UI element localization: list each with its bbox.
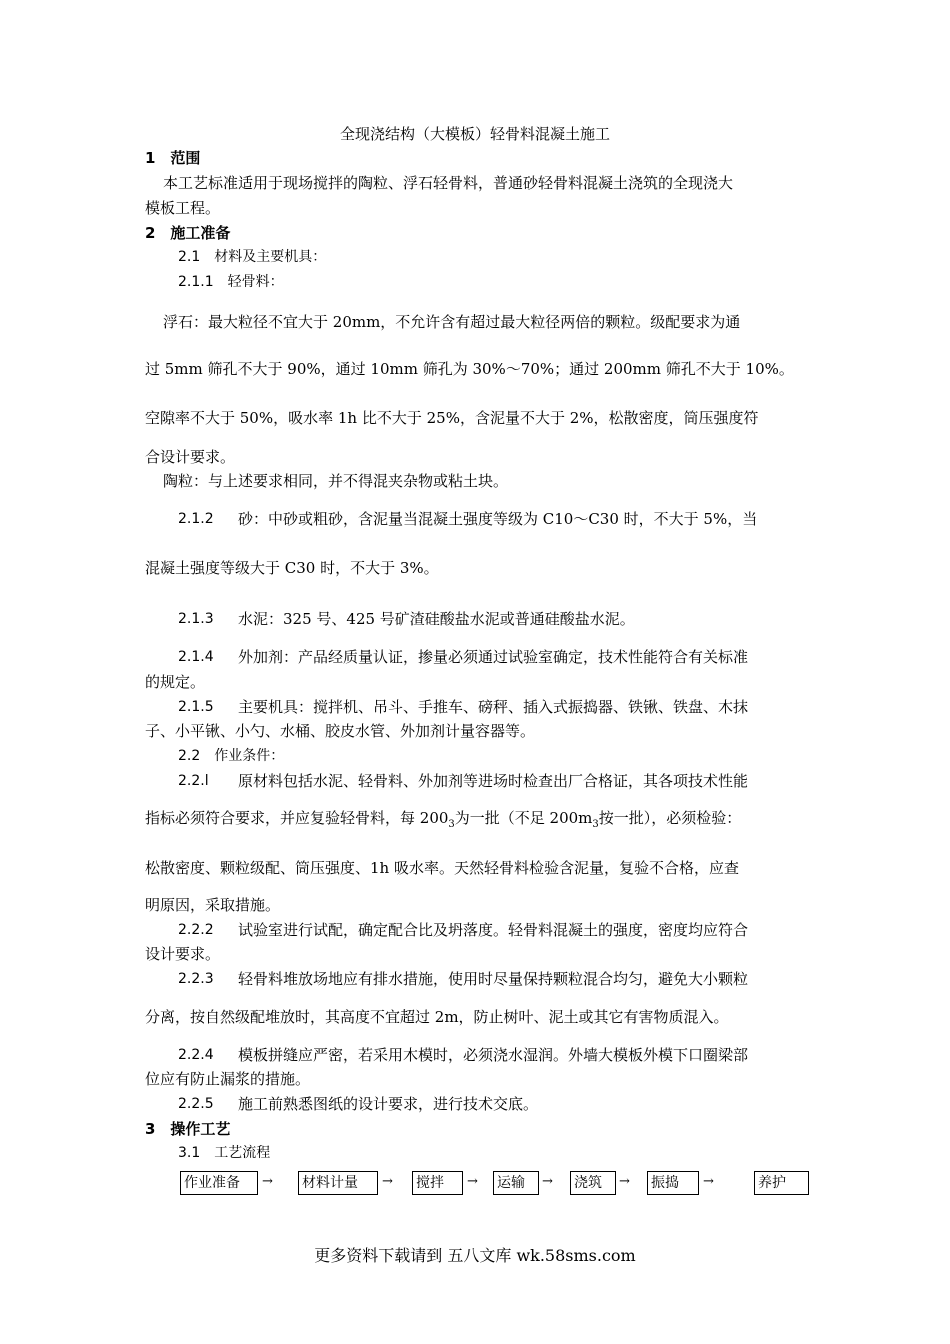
paragraph: 本工艺标准适用于现场搅拌的陶粒、浮石轻骨料，普通砂轻骨料混凝土浇筑的全现浇大 (163, 174, 734, 192)
section-3-heading: 3 操作工艺 (145, 1120, 231, 1138)
paragraph: 混凝土强度等级大于 C30 时，不大于 3%。 (145, 559, 439, 577)
footer-download-note: 更多资料下载请到 五八文库 wk.58sms.com (314, 1246, 636, 1265)
section-2-heading: 2 施工准备 (145, 224, 231, 242)
paragraph: 主要机具：搅拌机、吊斗、手推车、磅秤、插入式振捣器、铁锹、铁盘、木抹 (238, 698, 749, 716)
flow-step-mix: 搅拌 (412, 1171, 463, 1195)
paragraph: 外加剂：产品经质量认证，掺量必须通过试验室确定，技术性能符合有关标准 (238, 648, 749, 666)
text-run: 按一批），必须检验： (598, 809, 742, 827)
paragraph: 松散密度、颗粒级配、筒压强度、1h 吸水率。天然轻骨料检验含泥量，复验不合格，应查 (145, 859, 739, 877)
paragraph: 模板工程。 (145, 199, 221, 217)
paragraph-with-subscripts (145, 807, 741, 836)
subsection-2-1-1: 2.1.1 轻骨料： (178, 274, 284, 290)
subsection-number: 2.2.5 (178, 1096, 214, 1112)
subsection-number: 2.2.2 (178, 922, 214, 938)
flow-step-pour: 浇筑 (570, 1171, 616, 1195)
subsection-number: 2.1.4 (178, 649, 214, 665)
subsection-2-1: 2.1 材料及主要机具： (178, 249, 327, 265)
arrow-icon: → (619, 1174, 630, 1189)
text-run: 指标必须符合要求，并应复验轻骨料，每 200 (145, 809, 449, 827)
subscript: 3 (448, 819, 455, 830)
arrow-icon: → (703, 1174, 714, 1189)
paragraph: 设计要求。 (145, 945, 221, 963)
paragraph: 陶粒：与上述要求相同，并不得混夹杂物或粘土块。 (163, 472, 509, 490)
text-run: 为一批（不足 200m (454, 809, 593, 827)
paragraph: 原材料包括水泥、轻骨料、外加剂等进场时检查出厂合格证，其各项技术性能 (238, 772, 749, 790)
arrow-icon: → (382, 1174, 393, 1189)
flow-step-transport: 运输 (493, 1171, 539, 1195)
paragraph: 合设计要求。 (145, 448, 236, 466)
paragraph: 过 5mm 筛孔不大于 90%，通过 10mm 筛孔为 30%～70%；通过 200mm 筛孔不大于 10%。 (145, 360, 794, 378)
paragraph: 子、小平锹、小勺、水桶、胶皮水管、外加剂计量容器等。 (145, 722, 536, 740)
flow-step-measure: 材料计量 (298, 1171, 378, 1195)
arrow-icon: → (467, 1174, 478, 1189)
paragraph: 浮石：最大粒径不宜大于 20mm，不允许含有超过最大粒径两倍的颗粒。级配要求为通 (163, 313, 741, 331)
paragraph: 砂：中砂或粗砂，含泥量当混凝土强度等级为 C10～C30 时，不大于 5%，当 (238, 510, 758, 528)
paragraph: 明原因，采取措施。 (145, 896, 281, 914)
section-1-heading: 1 范围 (145, 149, 201, 167)
subsection-number: 2.1.3 (178, 611, 214, 627)
paragraph: 空隙率不大于 50%，吸水率 1h 比不大于 25%，含泥量不大于 2%，松散密度，筒压强度符 (145, 409, 759, 427)
paragraph: 施工前熟悉图纸的设计要求，进行技术交底。 (238, 1095, 539, 1113)
paragraph: 模板拼缝应严密，若采用木模时，必须浇水湿润。外墙大模板外模下口圈梁部 (238, 1046, 749, 1064)
subsection-number: 2.1.5 (178, 699, 214, 715)
subsection-3-1: 3.1 工艺流程 (178, 1145, 271, 1161)
flow-step-prepare: 作业准备 (180, 1171, 258, 1195)
paragraph: 试验室进行试配，确定配合比及坍落度。轻骨料混凝土的强度，密度均应符合 (238, 921, 749, 939)
paragraph: 分离，按自然级配堆放时，其高度不宜超过 2m，防止树叶、泥土或其它有害物质混入。 (145, 1008, 729, 1026)
flow-step-vibrate: 振捣 (647, 1171, 699, 1195)
paragraph: 轻骨料堆放场地应有排水措施，使用时尽量保持颗粒混合均匀，避免大小颗粒 (238, 970, 749, 988)
paragraph: 的规定。 (145, 673, 206, 691)
arrow-icon: → (262, 1174, 273, 1189)
subscript: 3 (592, 819, 599, 830)
subsection-number: 2.1.2 (178, 511, 214, 527)
paragraph: 位应有防止漏浆的措施。 (145, 1070, 311, 1088)
paragraph: 水泥：325 号、425 号矿渣硅酸盐水泥或普通硅酸盐水泥。 (238, 610, 635, 628)
subsection-number: 2.2.4 (178, 1047, 214, 1063)
subsection-2-2: 2.2 作业条件： (178, 748, 285, 764)
flow-step-cure: 养护 (754, 1171, 809, 1195)
subsection-number: 2.2.3 (178, 971, 214, 987)
arrow-icon: → (542, 1174, 553, 1189)
document-title: 全现浇结构（大模板）轻骨料混凝土施工 (339, 125, 610, 143)
subsection-number: 2.2.l (178, 773, 209, 789)
